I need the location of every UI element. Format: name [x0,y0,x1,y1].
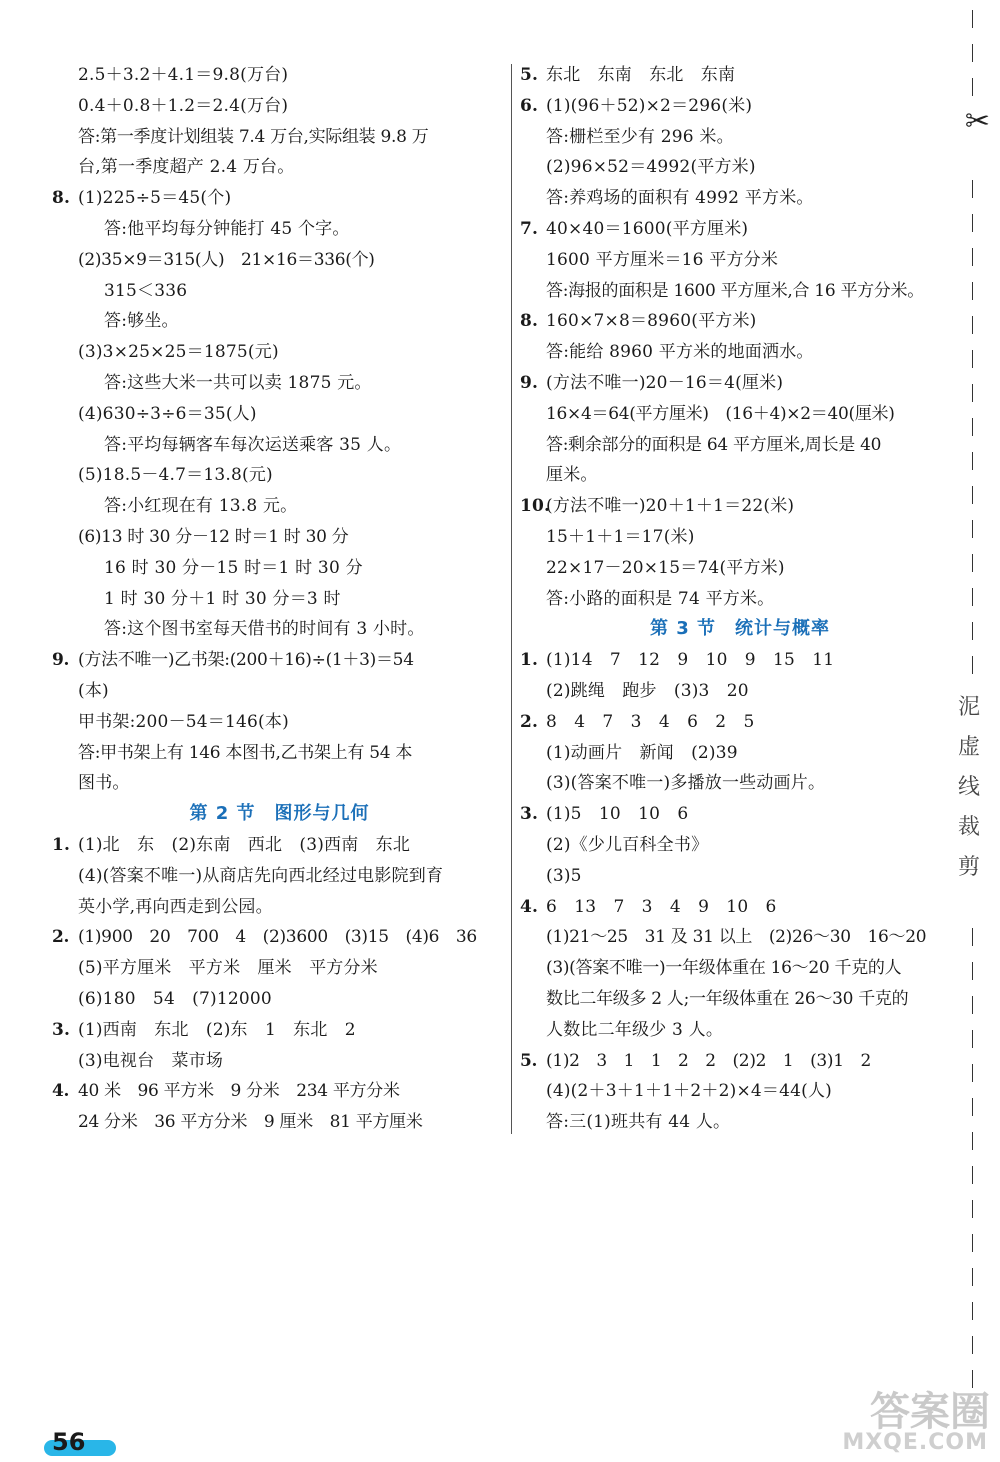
cut-line-dash [972,928,973,946]
answer-text: (1)225÷5＝45(个) [78,188,232,209]
question-number: 9. [52,650,70,671]
answer-text: 答:海报的面积是 1600 平方厘米,合 16 平方分米。 [546,280,924,301]
answer-text: (1)5 10 10 6 [546,804,689,825]
cut-line-dash [972,452,973,470]
answer-line [52,91,507,122]
cut-line-dash [972,996,973,1014]
answer-text: 厘米。 [546,465,598,486]
answer-text: 答:栅栏至少有 296 米。 [546,126,734,147]
question-number: 8. [520,311,539,332]
edge-char: 虚 [958,735,981,760]
answer-text: (方法不唯一)20－16＝4(厘米) [546,372,784,393]
answer-line [52,399,507,430]
cut-line-dash [972,44,973,62]
answer-text: 0.4＋0.8＋1.2＝2.4(万台) [78,95,289,116]
answer-line [52,337,507,368]
answer-line [52,984,507,1015]
answer-line [52,830,507,861]
answer-line [520,91,960,122]
cut-line-dash [972,1234,973,1252]
answer-text: (3)3×25×25＝1875(元) [78,342,279,363]
answer-text: 答:小路的面积是 74 平方米。 [546,588,775,609]
answer-line [520,892,960,923]
answer-text: (2)跳绳 跑步 (3)3 20 [546,680,749,701]
answer-line [52,922,507,953]
cut-line-dash [972,1030,973,1048]
cut-line-edge [954,0,994,1462]
answer-line [520,337,960,368]
question-number: 6. [520,95,539,116]
answer-line [520,368,960,399]
question-number: 8. [52,188,71,209]
answer-text: 答:够坐。 [104,311,179,332]
answer-text: 24 分米 36 平方分米 9 厘米 81 平方厘米 [78,1112,423,1133]
cut-line-dash [972,1132,973,1150]
answer-line [52,1015,507,1046]
answer-line [52,122,507,153]
answer-text: 40×40＝1600(平方厘米) [546,218,749,239]
answer-line [520,399,960,430]
edge-char: 线 [958,775,981,800]
question-number: 2. [52,927,70,948]
answer-text: (1)动画片 新闻 (2)39 [546,742,738,763]
answer-text: 8 4 7 3 4 6 2 5 [546,711,755,732]
answer-line [520,676,960,707]
answer-text: 1 时 30 分＋1 时 30 分＝3 时 [104,588,341,609]
answer-line [52,1076,507,1107]
answer-text: (4)630÷3÷6＝35(人) [78,403,257,424]
cut-line-dash [972,656,973,674]
answer-line [520,799,960,830]
answer-line [52,676,507,707]
answer-text: 答:第一季度计划组装 7.4 万台,实际组装 9.8 万 [78,126,429,147]
question-number: 1. [52,834,71,855]
answer-line [520,152,960,183]
answer-line [52,276,507,307]
answer-line [520,522,960,553]
column-divider [511,64,512,1134]
answer-text: (方法不唯一)乙书架:(200＋16)÷(1＋3)＝54 [78,650,414,671]
answer-text: 40 米 96 平方米 9 分米 234 平方分米 [78,1081,400,1102]
answer-line [52,645,507,676]
edge-char: 剪 [958,855,981,880]
cut-line-dash [972,350,973,368]
answer-text: (3)5 [546,865,582,886]
cut-line-dash [972,622,973,640]
cut-line-dash [972,588,973,606]
answer-line [52,522,507,553]
cut-line-dash [972,10,973,28]
answer-line [52,430,507,461]
answer-text: (2)96×52＝4992(平方米) [546,157,756,178]
cut-line-dash [972,1200,973,1218]
answer-line [52,491,507,522]
answer-text: 160×7×8＝8960(平方米) [546,311,757,332]
answer-line [520,645,960,676]
answer-line [520,861,960,892]
answer-text: (6)13 时 30 分－12 时＝1 时 30 分 [78,526,349,547]
answer-line [520,738,960,769]
answer-text: (1)2 3 1 1 2 2 (2)2 1 (3)1 2 [546,1050,872,1071]
cut-line-dash [972,384,973,402]
answer-line [52,368,507,399]
answer-text: (5)平方厘米 平方米 厘米 平方分米 [78,958,378,979]
section-heading: 第 3 节 统计与概率 [649,618,831,640]
scissors-icon: ✂ [964,104,990,139]
watermark-url: MXQE.COM [842,1430,988,1455]
cut-line-dash [972,180,973,198]
answer-line [52,584,507,615]
cut-line-dash [972,214,973,232]
answer-line [520,584,960,615]
answer-text: 图书。 [78,773,130,794]
answer-line [52,553,507,584]
answer-text: 1600 平方厘米＝16 平方分米 [546,249,779,270]
answer-text: (3)(答案不唯一)一年级体重在 16～20 千克的人 [546,958,902,979]
watermark-logo: 答案圈 [870,1389,990,1435]
answer-text: (3)电视台 菜市场 [78,1050,224,1071]
answer-line [520,922,960,953]
answer-line [520,183,960,214]
answer-line [52,892,507,923]
answer-text: 人数比二年级少 3 人。 [546,1019,724,1040]
answer-text: (1)21～25 31 及 31 以上 (2)26～30 16～20 [546,927,927,948]
answer-text: 数比二年级多 2 人;一年级体重在 26～30 千克的 [546,988,909,1009]
answer-line [520,953,960,984]
section-heading: 第 2 节 图形与几何 [189,803,370,825]
question-number: 2. [520,711,539,732]
right-column [520,60,960,1138]
cut-line-dash [972,554,973,572]
answer-text: 答:三(1)班共有 44 人。 [546,1112,731,1133]
answer-line [52,183,507,214]
answer-text: (本) [78,680,109,701]
cut-line-dash [972,418,973,436]
answer-line [520,245,960,276]
answer-text: (2)35×9＝315(人) 21×16＝336(个) [78,249,375,270]
answer-line [520,768,960,799]
answer-line [520,553,960,584]
answer-line [520,1015,960,1046]
question-number: 1. [520,650,539,671]
answer-line [520,1107,960,1138]
answer-text: (5)18.5－4.7＝13.8(元) [78,465,273,486]
cut-line-dash [972,1166,973,1184]
answer-line [520,122,960,153]
answer-text: 答:平均每辆客车每次运送乘客 35 人。 [104,434,402,455]
question-number: 3. [520,804,539,825]
cut-line-dash [972,962,973,980]
answer-line [52,953,507,984]
cut-line-dash [972,1268,973,1286]
answer-text: 答:小红现在有 13.8 元。 [104,496,298,517]
answer-text: 315＜336 [104,280,188,301]
answer-text: 甲书架:200－54＝146(本) [78,711,289,732]
cut-line-dash [972,78,973,96]
answer-line [52,1046,507,1077]
answer-text: 答:剩余部分的面积是 64 平方厘米,周长是 40 [546,434,882,455]
answer-text: 15＋1＋1＝17(米) [546,526,695,547]
cut-line-dash [972,282,973,300]
question-number: 5. [520,65,539,85]
answer-text: 答:这个图书室每天借书的时间有 3 小时。 [104,619,425,640]
answer-line [520,1076,960,1107]
answer-text: 英小学,再向西走到公园。 [78,896,273,917]
answer-text: 答:养鸡场的面积有 4992 平方米。 [546,188,814,209]
answer-line [520,491,960,522]
answer-line [520,276,960,307]
left-column [52,60,507,1138]
question-number: 9. [520,372,539,393]
answer-text: (1)(96＋52)×2＝296(米) [546,95,753,116]
answer-text: 答:甲书架上有 146 本图书,乙书架上有 54 本 [78,742,413,763]
cut-line-dash [972,316,973,334]
answer-line [520,60,960,91]
answer-line [52,738,507,769]
answer-line [52,245,507,276]
answer-line [520,214,960,245]
answer-text: (方法不唯一)20＋1＋1＝22(米) [546,496,795,517]
answer-text: 答:他平均每分钟能打 45 个字。 [104,218,350,239]
answer-text: (1)14 7 12 9 10 9 15 11 [546,650,835,671]
answer-text: (4)(答案不唯一)从商店先向西北经过电影院到育 [78,865,444,886]
answer-text: (4)(2＋3＋1＋1＋2＋2)×4＝44(人) [546,1081,832,1102]
edge-char: 泥 [958,695,981,720]
answer-line [52,214,507,245]
answer-line [520,707,960,738]
answer-text: (1)900 20 700 4 (2)3600 (3)15 (4)6 36 [78,927,477,948]
question-number: 3. [52,1019,71,1040]
answer-line [520,830,960,861]
answer-line [52,768,507,799]
question-number: 4. [520,896,539,917]
cut-line-dash [972,1098,973,1116]
answer-text: 22×17－20×15＝74(平方米) [546,557,785,578]
cut-line-dash [972,248,973,266]
answer-text: 16 时 30 分－15 时＝1 时 30 分 [104,557,363,578]
answer-line [52,1107,507,1138]
answer-line [52,460,507,491]
answer-text: (2)《少儿百科全书》 [546,834,709,855]
answer-text: 6 13 7 3 4 9 10 6 [546,896,777,917]
answer-text: 台,第一季度超产 2.4 万台。 [78,157,295,178]
answer-text: (3)(答案不唯一)多播放一些动画片。 [546,773,826,794]
question-number: 7. [520,218,539,239]
answer-text: (1)西南 东北 (2)东 1 东北 2 [78,1019,356,1040]
cut-line-dash [972,1336,973,1354]
cut-line-dash [972,1064,973,1082]
answer-text: 2.5＋3.2＋4.1＝9.8(万台) [78,65,289,85]
answer-line [520,460,960,491]
page-number: 56 [52,1428,86,1456]
answer-line [52,861,507,892]
answer-line [52,152,507,183]
question-number: 10. [520,496,551,517]
cut-line-dash [972,1302,973,1320]
answer-text: 答:能给 8960 平方米的地面洒水。 [546,342,814,363]
answer-text: 答:这些大米一共可以卖 1875 元。 [104,372,372,393]
question-number: 5. [520,1050,538,1071]
answer-line [52,707,507,738]
cut-line-dash [972,520,973,538]
answer-text: (6)180 54 (7)12000 [78,988,272,1009]
answer-line [520,984,960,1015]
answer-line [52,306,507,337]
answer-text: 16×4＝64(平方厘米) (16＋4)×2＝40(厘米) [546,403,895,424]
answer-line [520,306,960,337]
answer-line [52,60,507,91]
cut-line-dash [972,486,973,504]
answer-line [520,430,960,461]
answer-text: (1)北 东 (2)东南 西北 (3)西南 东北 [78,834,411,855]
answer-line [520,1046,960,1077]
answer-text: 东北 东南 东北 东南 [546,65,736,85]
edge-char: 裁 [958,815,981,840]
question-number: 4. [52,1081,70,1102]
answer-line [52,614,507,645]
